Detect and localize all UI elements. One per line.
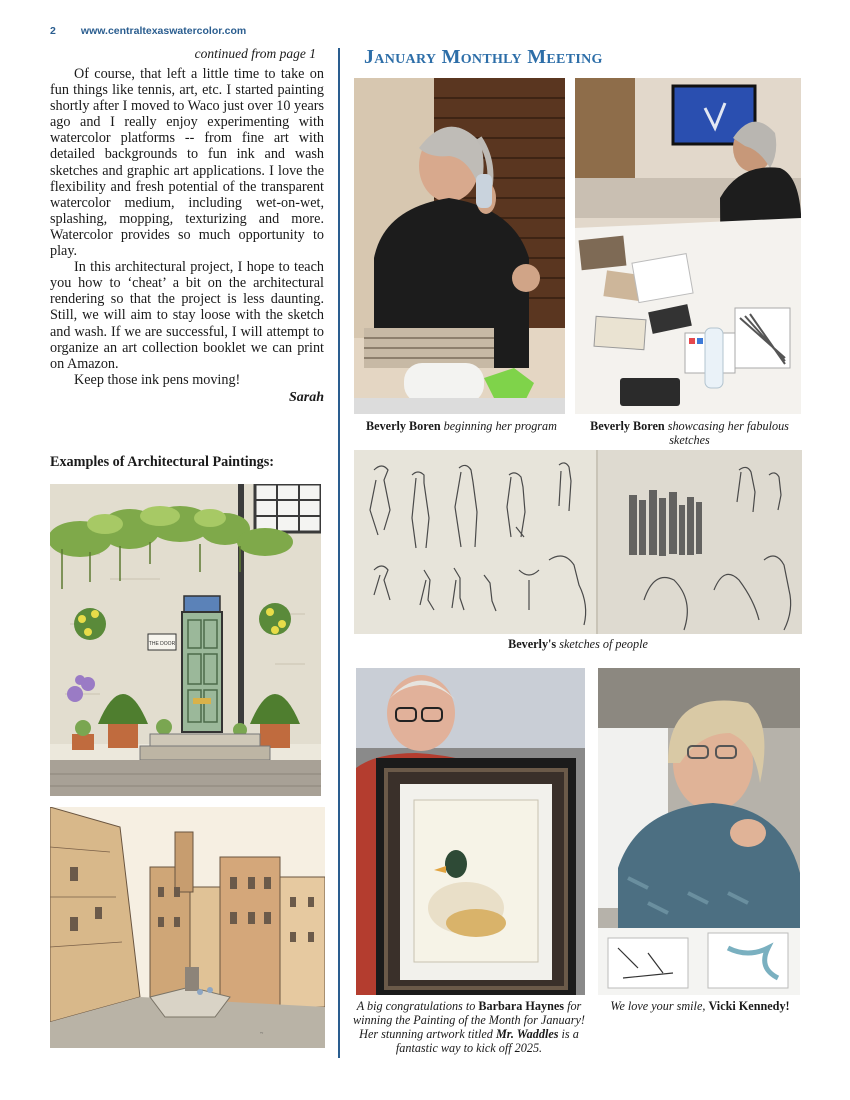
photo-barbara-graphic [356,668,585,995]
caption-sketches-text: sketches of people [556,637,648,651]
page-number: 2 [50,25,56,37]
photo-vicki-smiling [598,668,800,995]
door-sign-text: THE DOOR [148,641,176,647]
page-header [50,25,246,37]
caption-photo-4-title: Mr. Waddles [495,1027,559,1041]
article-signature: Sarah [288,389,324,405]
article-paragraph-3: Keep those ink pens moving! [74,371,241,388]
photo-beverly-showcasing-graphic [575,78,801,414]
caption-photo-2-name: Beverly Boren [590,419,665,433]
caption-photo-4 [346,999,592,1055]
caption-photo-5 [598,999,802,1013]
caption-photo-1-text: beginning her program [440,419,557,433]
painting-street-illustration [50,807,325,1048]
caption-photo-2-text: showcasing her fabulous sketches [664,419,789,447]
caption-photo-1 [354,419,569,433]
meeting-section-title: January Monthly Meeting [364,46,603,68]
article-paragraph-1: Of course, that left a little time to take on fun things like tennis, art, etc. I started painting shortly after I moved to Waco just over 10 years ago and I really enjoy experimenting with watercolor platforms -- from fine art with detailed backgrounds to fun ink and wash sketches and graphic art applications. I love the flexibility and fresh potential of the transparent watercolor medium, including wet-on-wet, splashing, mopping, texturizing and more. Watercolor provides so much opportunity to play. [50,66,324,260]
painting-door-illustration [50,484,321,796]
photo-beverly-showcasing [575,78,801,414]
article-paragraph-2: In this architectural project, I hope to teach you how to ‘cheat’ a bit on the architectural rendering so that the project is less daunting. Still, we will aim to stay loose with the sketch and wash. If we are successful, I will attempt to organize an art collection booklet we can print on Amazon. [50,259,324,372]
caption-photo-2 [582,419,797,447]
caption-photo-4-mid: for winning the Painting of the Month for January! Her stunning artwork titled [353,999,585,1041]
photo-beverly-presenting-graphic [354,78,565,414]
article-column [50,46,324,406]
photo-sketches-of-people [354,450,802,634]
column-divider [338,48,340,1058]
photo-vicki-graphic [598,668,800,995]
svg-text:~: ~ [260,1031,264,1037]
architectural-painting-door [50,484,321,796]
caption-sketches [354,637,802,651]
examples-title: Examples of Architectural Paintings: [50,454,274,470]
photo-beverly-presenting [354,78,565,414]
sketches-graphic [354,450,802,634]
caption-photo-5-name: Vicki Kennedy! [708,999,790,1013]
photo-barbara-with-painting [356,668,585,995]
caption-photo-4-pre: A big congratulations to [356,999,479,1013]
continued-note: continued from page 1 [194,46,316,61]
website-url[interactable]: www.centraltexaswatercolor.com [80,25,247,37]
architectural-painting-street [50,807,325,1048]
caption-photo-4-post: is a fantastic way to kick off 2025. [395,1027,579,1055]
caption-photo-1-name: Beverly Boren [366,419,441,433]
caption-photo-5-pre: We love your smile, [610,999,709,1013]
caption-photo-4-name: Barbara Haynes [478,999,565,1013]
caption-sketches-name: Beverly's [508,637,557,651]
